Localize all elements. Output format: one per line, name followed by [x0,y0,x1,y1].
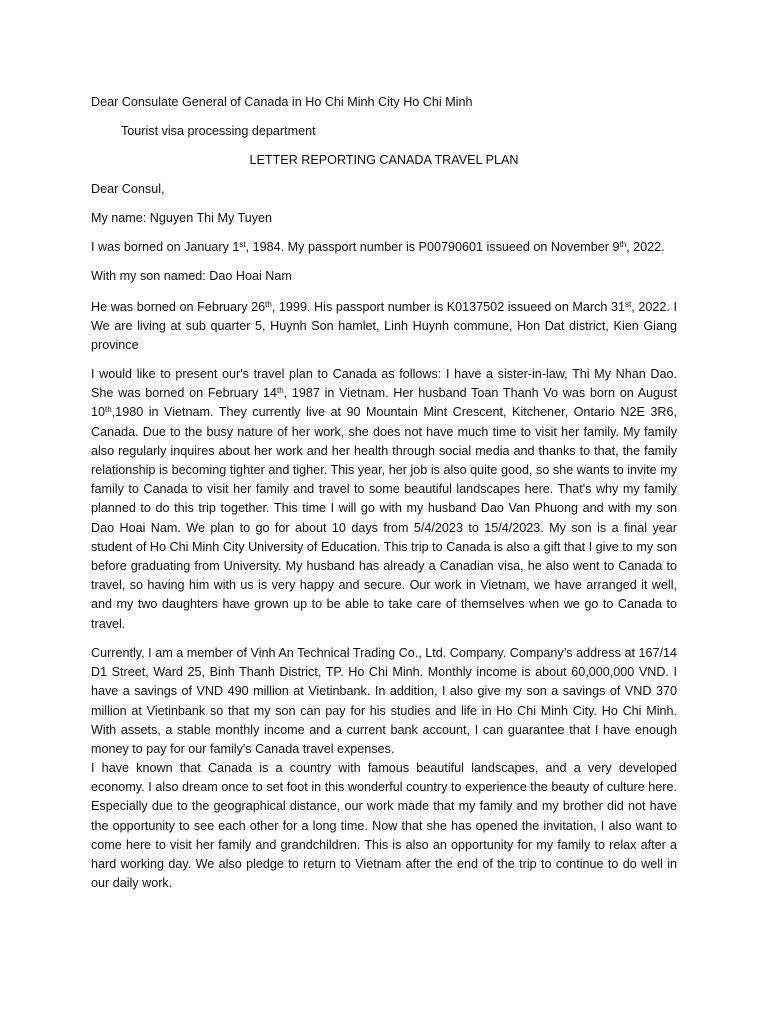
finance-paragraph: Currently, I am a member of Vinh An Technical Trading Co., Ltd. Company. Company’s address at 167/14 D1 Street, Ward 25, Binh Thanh District, TP. Ho Chi Minh. Monthly income is about 60,000,000 VND. I have a savings of VND 490 million at Vietinbank. In addition, I also give my son a savings of VND 370 million at Vietinbank so that my son can pay for his studies and life in Ho Chi Minh City. Ho Chi Minh. With assets, a stable monthly income and a current bank account, I can guarantee that I have enough money to pay for our family's Canada travel expenses. [91,646,677,757]
salutation-recipient: Dear Consulate General of Canada in Ho Chi Minh City Ho Chi Minh [91,95,473,109]
travel-plan-paragraph: I would like to present our's travel plan to Canada as follows: I have a sister-in-law, Thi My Nhan Dao. She was borned on February 14th, 1987 in Vietnam. Her husband Toan Thanh Vo was born on August 10th,1980 in Vietnam. They currently live at 90 Mountain Mint Crescent, Kitchener, Ontario N2E 3R6, Canada. Due to the busy nature of her work, she does not have much time to visit her family. My family also regularly inquires about her work and her health through social media and thanks to that, the family relationship is becoming tighter and tigher. This year, her job is also quite good, so she wants to invite my family to Canada to visit her family and travel to some beautiful landscapes here. That's why my family planned to do this trip together. This time I will go with my husband Dao Van Phuong and with my son Dao Hoai Nam. We plan to go for about 10 days from 5/4/2023 to 15/4/2023. My son is a final year student of Ho Chi Minh City University of Education. This trip to Canada is also a gift that I give to my son before graduating from University. My husband has already a Canadian visa, he also went to Canada to travel, so having him with us is very happy and secure. Our work in Vietnam, we have arranged it well, and my two daughters have grown up to be able to take care of themselves when we go to Canada to travel. [91,367,677,631]
birth-passport-line: I was borned on January 1st, 1984. My passport number is P00790601 issueed on November 9th, 2022. [91,240,665,254]
son-details-paragraph: He was borned on February 26th, 1999. His passport number is K0137502 issueed on March 31st, 2022. I We are living at sub quarter 5, Huynh Son hamlet, Linh Huynh commune, Hon Dat district, Kien Giang province [91,300,677,353]
department-line: Tourist visa processing department [121,124,316,138]
son-name-line: With my son named: Dao Hoai Nam [91,269,292,283]
reason-paragraph: I have known that Canada is a country with famous beautiful landscapes, and a very developed economy. I also dream once to set foot in this wonderful country to experience the beauty of culture here. Especially due to the geographical distance, our work made that my family and my brother did not have the opportunity to see each other for a long time. Now that she has opened the invitation, I also want to come here to visit her family and grandchildren. This is also an opportunity for my family to relax after a hard working day. We also pledge to return to Vietnam after the end of the trip to continue to do well in our daily work. [91,761,677,891]
letter-title: LETTER REPORTING CANADA TRAVEL PLAN [249,153,519,167]
name-line: My name: Nguyen Thi My Tuyen [91,211,273,225]
greeting: Dear Consul, [91,182,165,196]
